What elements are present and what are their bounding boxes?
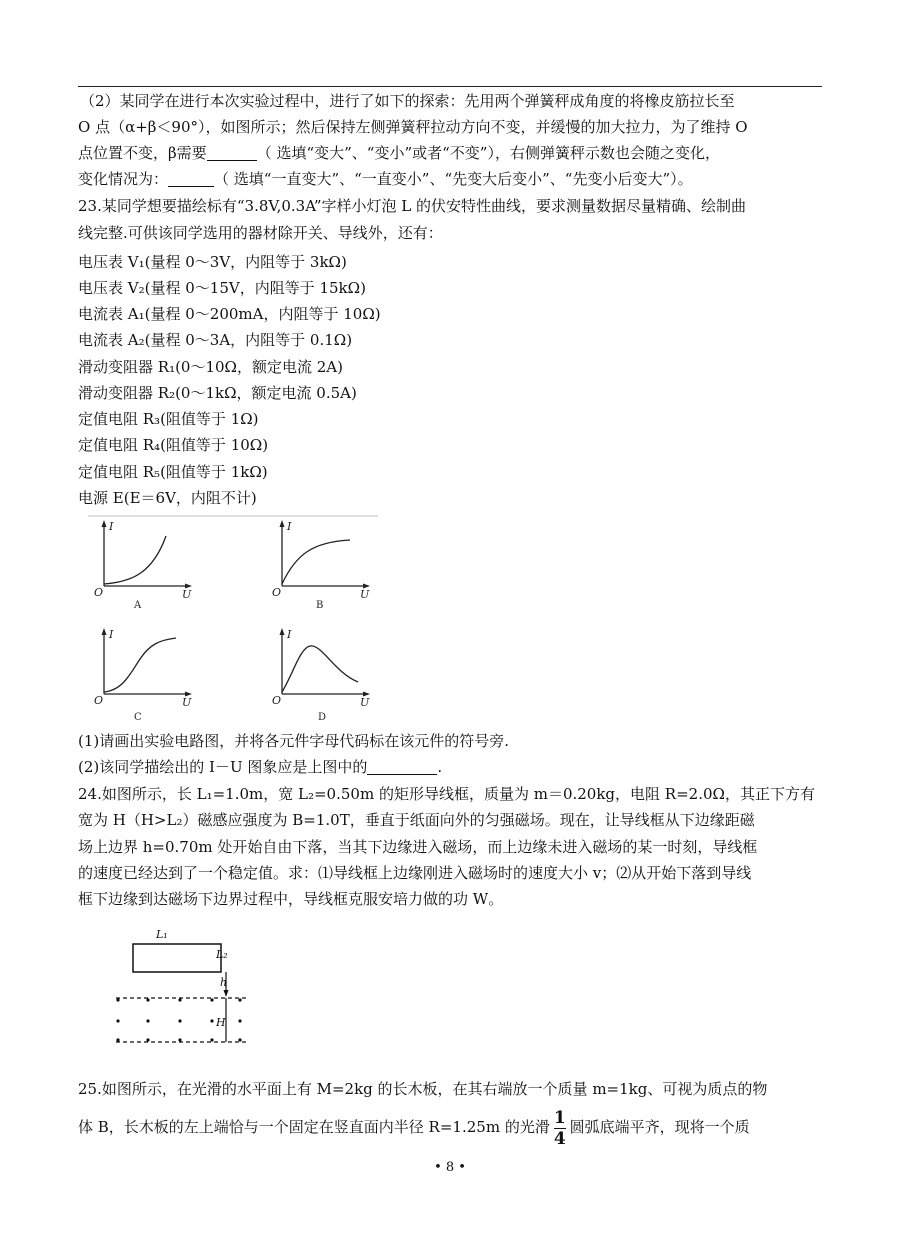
part2-line3b: （ 选填“变大”、“变小”或者“不变”），右侧弹簧秤示数也会随之变化， <box>256 144 720 162</box>
wire-frame <box>133 944 221 972</box>
answer-blank-graph <box>367 758 437 775</box>
origin-label: O <box>272 694 282 707</box>
fraction-quarter <box>554 1108 566 1149</box>
equipment-item: 滑动变阻器 R₁(0～10Ω，额定电流 2A) <box>78 358 343 376</box>
q24-line1: 24.如图所示，长 L₁=1.0m，宽 L₂=0.50m 的矩形导线框，质量为 m＝0.20kg，电阻 R=2.0Ω，其正下方有 <box>78 785 815 803</box>
header-rule <box>78 86 822 87</box>
axis-label-i: I <box>109 520 114 533</box>
graph-d <box>272 628 370 723</box>
graph-a <box>94 520 192 611</box>
iu-graphs-figure <box>88 514 380 726</box>
origin-label: O <box>94 694 104 707</box>
label-l1: L₁ <box>156 928 168 941</box>
axis-label-i: I <box>287 628 292 641</box>
equipment-item: 电压表 V₂(量程 0～15V，内阻等于 15kΩ) <box>78 279 366 297</box>
graph-label-c: C <box>134 712 142 723</box>
page-number: • 8 • <box>434 1160 466 1175</box>
equipment-item: 电源 E(E＝6V，内阻不计) <box>78 489 257 507</box>
graph-c <box>94 628 192 723</box>
equipment-item: 滑动变阻器 R₂(0～1kΩ，额定电流 0.5A) <box>78 384 357 402</box>
part2-line4b: （ 选填“一直变大”、“一直变小”、“先变大后变小”、“先变小后变大”）。 <box>214 170 693 188</box>
q23-line1: 23.某同学想要描绘标有“3.8V,0.3A”字样小灯泡 L 的伏安特性曲线，要求测量数据尽量精确、绘制曲 <box>78 197 747 215</box>
frame-field-figure <box>108 920 258 1054</box>
equipment-item: 定值电阻 R₅(阻值等于 1kΩ) <box>78 463 268 481</box>
q24-line2: 宽为 H（H>L₂）磁感应强度为 B=1.0T，垂直于纸面向外的匀强磁场。现在，让导线框从下边缘距磁 <box>78 811 755 829</box>
label-l2: L₂ <box>216 948 228 961</box>
q24-line3: 场上边界 h=0.70m 处开始自由下落，当其下边缘进入磁场，而上边缘未进入磁场的某一时刻，导线框 <box>78 838 758 856</box>
equipment-item: 电流表 A₁(量程 0～200mA，内阻等于 10Ω) <box>78 305 381 323</box>
answer-blank-change <box>168 170 214 187</box>
q23-line2: 线完整.可供该同学选用的器材除开关、导线外，还有： <box>78 224 443 242</box>
part2-line2: O 点（α+β＜90°），如图所示；然后保持左侧弹簧秤拉动方向不变，并缓慢的加大拉力，为了维持 O <box>78 118 748 136</box>
axis-label-u: U <box>360 696 370 709</box>
label-h: h <box>220 976 228 989</box>
axis-label-i: I <box>287 520 292 533</box>
graph-label-d: D <box>318 712 327 723</box>
graph-label-b: B <box>316 600 324 611</box>
axis-label-u: U <box>182 588 192 601</box>
label-big-h: H <box>216 1016 226 1029</box>
equipment-item: 电流表 A₂(量程 0～3A，内阻等于 0.1Ω) <box>78 331 353 349</box>
q25-line2a: 体 B，长木板的左上端恰与一个固定在竖直面内半径 R=1.25m 的光滑 <box>78 1118 550 1136</box>
part2-line4 <box>78 166 824 192</box>
origin-label: O <box>272 586 282 599</box>
part2-line3a: 点位置不变，β需要 <box>78 144 207 162</box>
equipment-item: 电压表 V₁(量程 0～3V，内阻等于 3kΩ) <box>78 253 347 271</box>
equipment-item: 定值电阻 R₄(阻值等于 10Ω) <box>78 436 269 454</box>
fraction-numerator: 1 <box>553 1107 566 1128</box>
origin-label: O <box>94 586 104 599</box>
q25-line2 <box>78 1104 824 1150</box>
q23-sub2b: . <box>437 758 443 776</box>
graph-b <box>272 520 370 611</box>
axis-label-u: U <box>182 696 192 709</box>
answer-blank-beta <box>207 144 257 161</box>
fraction-denominator: 4 <box>553 1128 566 1149</box>
q24-line4: 的速度已经达到了一个稳定值。求：⑴导线框上边缘刚进入磁场时的速度大小 v；⑵从开始下落到导线 <box>78 864 752 882</box>
graph-label-a: A <box>134 600 142 611</box>
axis-label-u: U <box>360 588 370 601</box>
q25-line1: 25.如图所示，在光滑的水平面上有 M=2kg 的长木板，在其右端放一个质量 m=1kg、可视为质点的物 <box>78 1080 768 1098</box>
part2-line4a: 变化情况为： <box>78 170 169 188</box>
q25-line2b: 圆弧底端平齐，现将一个质 <box>569 1118 750 1136</box>
q23-sub2a: (2)该同学描绘出的 I－U 图象应是上图中的 <box>78 758 368 776</box>
q23-sub2 <box>78 754 824 780</box>
part2-line1: （2）某同学在进行本次实验过程中，进行了如下的探索：先用两个弹簧秤成角度的将橡皮筋拉长至 <box>80 92 735 110</box>
q24-line5: 框下边缘到达磁场下边界过程中，导线框克服安培力做的功 W。 <box>78 890 504 908</box>
q23-sub1: (1)请画出实验电路图，并将各元件字母代码标在该元件的符号旁. <box>78 732 510 750</box>
equipment-item: 定值电阻 R₃(阻值等于 1Ω) <box>78 410 259 428</box>
part2-line3 <box>78 140 824 166</box>
axis-label-i: I <box>109 628 114 641</box>
